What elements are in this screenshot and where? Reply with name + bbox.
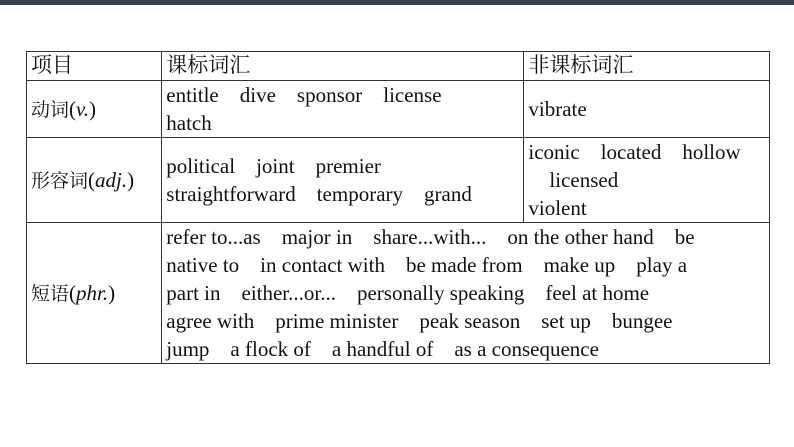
phrase-vocab-cell — [162, 223, 770, 364]
vocab-line: agree with prime minister peak season set up bungee — [166, 309, 673, 333]
vocab-line: refer to...as major in share...with... on the other hand be — [166, 225, 695, 249]
table-header-row — [27, 52, 770, 81]
top-rule — [0, 0, 794, 5]
vocab-line: vibrate — [528, 97, 587, 121]
standard-vocab-cell — [162, 138, 524, 223]
row-label-abbr: phr. — [76, 280, 109, 305]
non-standard-vocab-cell — [524, 138, 770, 223]
row-label-adjective: 形容词(adj.) — [27, 138, 162, 223]
row-label-abbr: v. — [76, 96, 90, 121]
table-row — [27, 81, 770, 138]
vocabulary-table — [26, 51, 770, 364]
row-label-cn: 动词 — [31, 98, 70, 121]
non-standard-vocab-cell — [524, 81, 770, 138]
vocab-line: native to in contact with be made from make up play a — [166, 253, 688, 277]
header-non-standard-vocab: 非课标词汇 — [524, 52, 770, 81]
vocab-line: licensed — [549, 168, 619, 192]
row-label-phrase: 短语(phr.) — [27, 223, 162, 364]
row-label-verb: 动词(v.) — [27, 81, 162, 138]
table-row — [27, 138, 770, 223]
vocab-line: violent — [528, 196, 587, 220]
vocab-line: part in either...or... personally speaking feel at home — [166, 281, 650, 305]
header-standard-vocab: 课标词汇 — [162, 52, 524, 81]
vocab-line: straightforward temporary grand — [166, 182, 472, 206]
header-item: 项目 — [27, 52, 162, 81]
vocab-line: entitle dive sponsor license — [166, 83, 442, 107]
vocab-line: jump a flock of a handful of as a consequence — [166, 337, 599, 361]
vocab-line: hatch — [166, 111, 212, 135]
vocab-line: iconic located hollow — [528, 140, 741, 164]
table-row — [27, 223, 770, 364]
row-label-cn: 形容词 — [31, 169, 89, 192]
standard-vocab-cell — [162, 81, 524, 138]
row-label-cn: 短语 — [31, 282, 70, 305]
vocab-line: political joint premier — [166, 154, 381, 178]
row-label-abbr: adj. — [95, 167, 128, 192]
